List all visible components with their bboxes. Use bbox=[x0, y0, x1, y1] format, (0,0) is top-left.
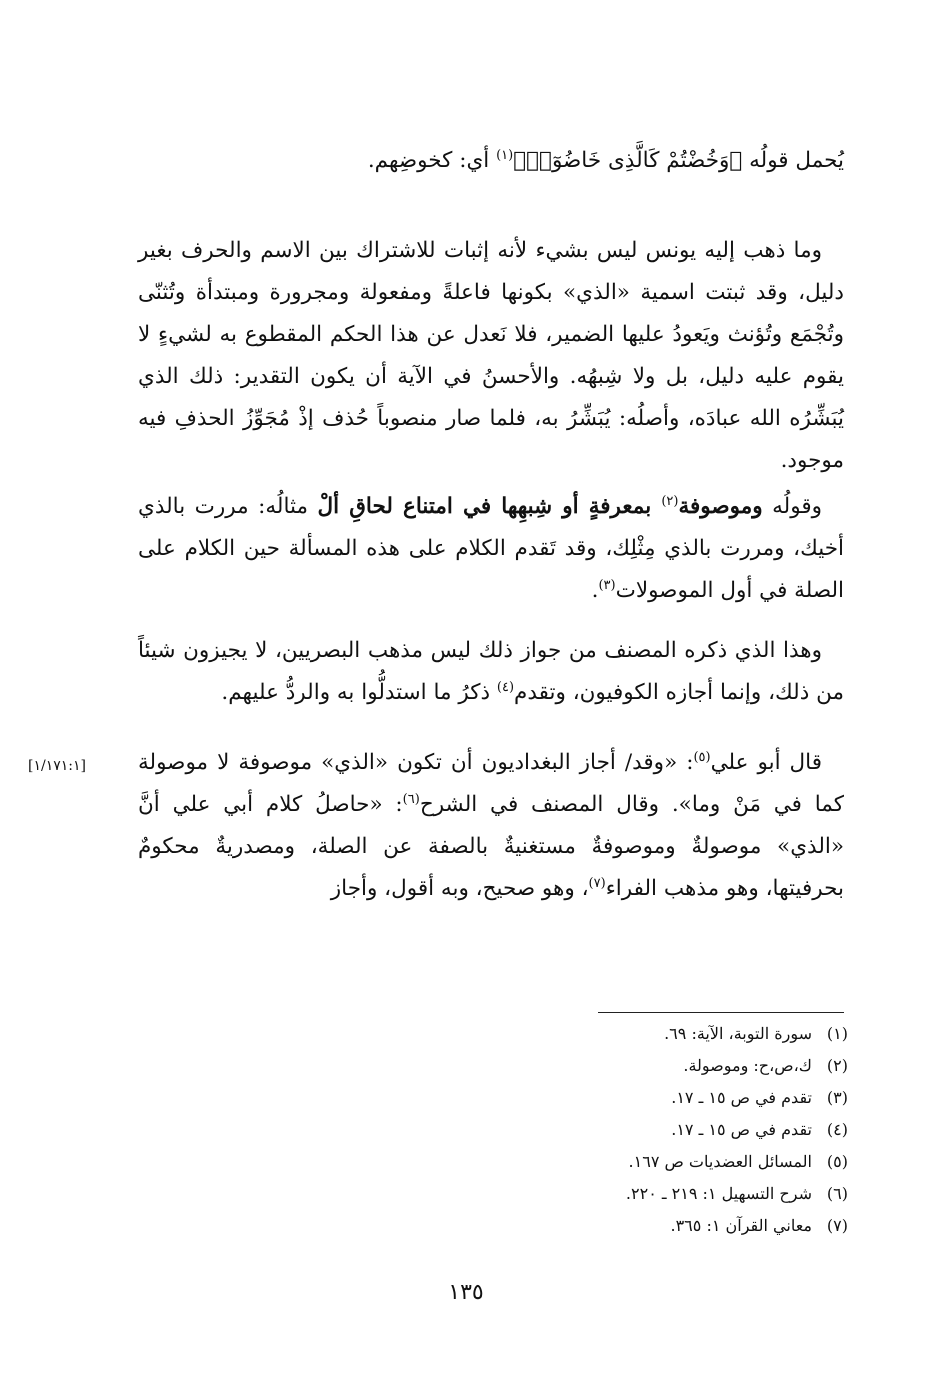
footnote-ref-6[interactable]: (٦) bbox=[402, 791, 420, 807]
footnotes bbox=[480, 1018, 848, 1242]
footnote-item bbox=[480, 1018, 848, 1050]
paragraph-5-end: ، وهو صحيح، وبه أقول، وأجاز bbox=[330, 876, 589, 901]
page-number: ١٣٥ bbox=[448, 1280, 484, 1305]
footnote-text: سورة التوبة، الآية: ٦٩. bbox=[664, 1024, 812, 1043]
footnote-number: (٢) bbox=[826, 1056, 848, 1075]
footnote-divider bbox=[598, 1012, 844, 1013]
footnote-text: المسائل العضديات ص ١٦٧. bbox=[628, 1152, 812, 1171]
matn-term: وموصوفة bbox=[678, 494, 763, 519]
quran-quote: يُحمل قولُه ﴿وَخُضْتُمْ كَالَّذِى خَاضُوٓا۟﴾ bbox=[513, 148, 844, 173]
manuscript-margin-reference: [١/١٧١:١] bbox=[28, 758, 86, 774]
footnote-item bbox=[480, 1082, 848, 1114]
footnote-item bbox=[480, 1178, 848, 1210]
footnote-text: شرح التسهيل ١: ٢١٩ ـ ٢٢٠. bbox=[625, 1184, 812, 1203]
paragraph-5-lead: قال أبو علي bbox=[710, 750, 822, 775]
paragraph-3-end: . bbox=[591, 578, 599, 603]
paragraph-4-text: وهذا الذي ذكره المصنف من جواز ذلك ليس مذهب البصريين، لا يجيزون شيئاً من ذلك، وإنما أجازه الكوفيون، وتقدم bbox=[138, 638, 844, 705]
footnote-ref-2[interactable]: (٢) bbox=[661, 493, 679, 509]
footnote-ref-1[interactable]: (١) bbox=[496, 147, 514, 163]
paragraph-3 bbox=[138, 486, 844, 612]
paragraph-3-text: مثالُه: مررت بالذي أخيك، ومررت بالذي مِثْلِك، وقد تَقدم الكلام على هذه المسألة حين الكلام على الصلة في أول الموصولات bbox=[138, 494, 844, 603]
footnote-number: (٣) bbox=[826, 1088, 848, 1107]
footnote-number: (٤) bbox=[826, 1120, 848, 1139]
footnote-text: معاني القرآن ١: ٣٦٥. bbox=[670, 1216, 812, 1235]
footnote-item bbox=[480, 1210, 848, 1242]
paragraph-4-end: ذكرُ ما استدلُّوا به والردُّ عليهم. bbox=[221, 680, 497, 705]
footnote-item bbox=[480, 1114, 848, 1146]
footnote-ref-5[interactable]: (٥) bbox=[693, 749, 711, 765]
footnote-item bbox=[480, 1146, 848, 1178]
footnote-number: (٦) bbox=[826, 1184, 848, 1203]
paragraph-4 bbox=[138, 630, 844, 714]
paragraph-2-text: وما ذهب إليه يونس ليس بشيء لأنه إثبات للاشتراك بين الاسم والحرف بغير دليل، وقد ثبتت اسمية «الذي» بكونها فاعلةً ومفعولة ومجرورة ومبتدأة وتُثنّى وتُجْمَع وتُؤنث ويَعودُ عليها الضمير، فلا نَعدل عن هذا الحكم المقطوع به لشيءٍ لا يقوم عليه دليل، بل ولا شِبهُه. والأحسنُ في الآية أن يكون التقدير: ذلك الذي يُبَشِّرُه الله عبادَه، وأصلُه: يُبَشِّرُ به، فلما صار منصوباً حُذف إذْ مُجَوِّزُ الحذفِ فيه موجود. bbox=[138, 238, 844, 473]
footnote-item bbox=[480, 1050, 848, 1082]
footnote-text: ك،ص،ح: وموصولة. bbox=[683, 1056, 812, 1075]
footnote-ref-3[interactable]: (٣) bbox=[598, 577, 616, 593]
footnote-ref-4[interactable]: (٤) bbox=[496, 679, 515, 695]
footnote-ref-7[interactable]: (٧) bbox=[588, 875, 606, 891]
paragraph-5-text: : «وقد/ أجاز البغداديون أن تكون «الذي» موصوفة لا موصولة كما في مَنْ وما». وقال المصنف في الشرح bbox=[138, 750, 844, 817]
paragraph-1-text: أي: كخوضِهم. bbox=[367, 148, 497, 173]
footnote-number: (٧) bbox=[826, 1216, 848, 1235]
footnote-number: (١) bbox=[826, 1024, 848, 1043]
footnote-number: (٥) bbox=[826, 1152, 848, 1171]
matn-quote: بمعرفةٍ أو شِبهِها في امتناع لحاقِ ألْ bbox=[317, 494, 662, 519]
paragraph-3-lead: وقولُه bbox=[762, 494, 822, 519]
footnote-text: تقدم في ص ١٥ ـ ١٧. bbox=[671, 1120, 812, 1139]
paragraph-2 bbox=[138, 230, 844, 482]
paragraph-5 bbox=[138, 742, 844, 910]
paragraph-1 bbox=[138, 140, 844, 182]
footnote-text: تقدم في ص ١٥ ـ ١٧. bbox=[671, 1088, 812, 1107]
paragraph-5-quote: : «حاصلُ كلام أبي علي أنَّ «الذي» موصولةٌ وموصوفةٌ مستغنيةٌ بالصفة عن الصلة، ومصدريةٌ محكومٌ بحرفيتها، وهو مذهب الفراء bbox=[138, 792, 844, 901]
